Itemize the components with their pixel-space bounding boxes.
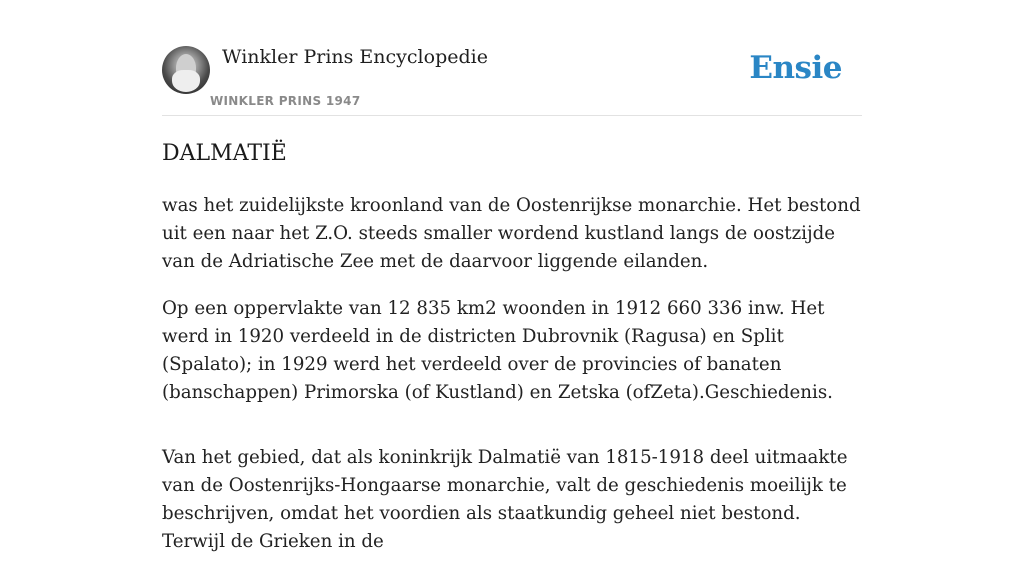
article-paragraph-3: Van het gebied, dat als koninkrijk Dalmatië van 1815-1918 deel uitmaakte van de Oostenrijks-Hongaarse monarchie, valt de geschiedenis moeilijk te beschrijven, omdat het voordien als staatkundig geheel niet bestond. Terwijl de Grieken in de	[162, 447, 848, 552]
article-paragraph-1: was het zuidelijkste kroonland van de Oostenrijkse monarchie. Het bestond uit een naar het Z.O. steeds smaller wordend kustland langs de oostzijde van de Adriatische Zee met de daarvoor liggende eilanden.	[162, 195, 861, 272]
article-title: DALMATIË	[162, 141, 287, 166]
author-avatar[interactable]	[162, 46, 210, 94]
header	[162, 0, 862, 116]
publication-name[interactable]: Winkler Prins Encyclopedie	[222, 46, 488, 68]
ensie-logo[interactable]: Ensie	[749, 50, 842, 86]
avatar-beard	[172, 70, 200, 92]
publication-tag[interactable]: WINKLER PRINS 1947	[210, 94, 361, 108]
page-container	[162, 0, 862, 552]
article-body	[162, 192, 862, 575]
article-paragraph-2: Op een oppervlakte van 12 835 km2 woonden in 1912 660 336 inw. Het werd in 1920 verdeeld in de districten Dubrovnik (Ragusa) en Split (Spalato); in 1929 werd het verdeeld over de provincies of banaten (banschappen) Primorska (of Kustland) en Zetska (ofZeta).Geschiedenis.	[162, 298, 833, 403]
